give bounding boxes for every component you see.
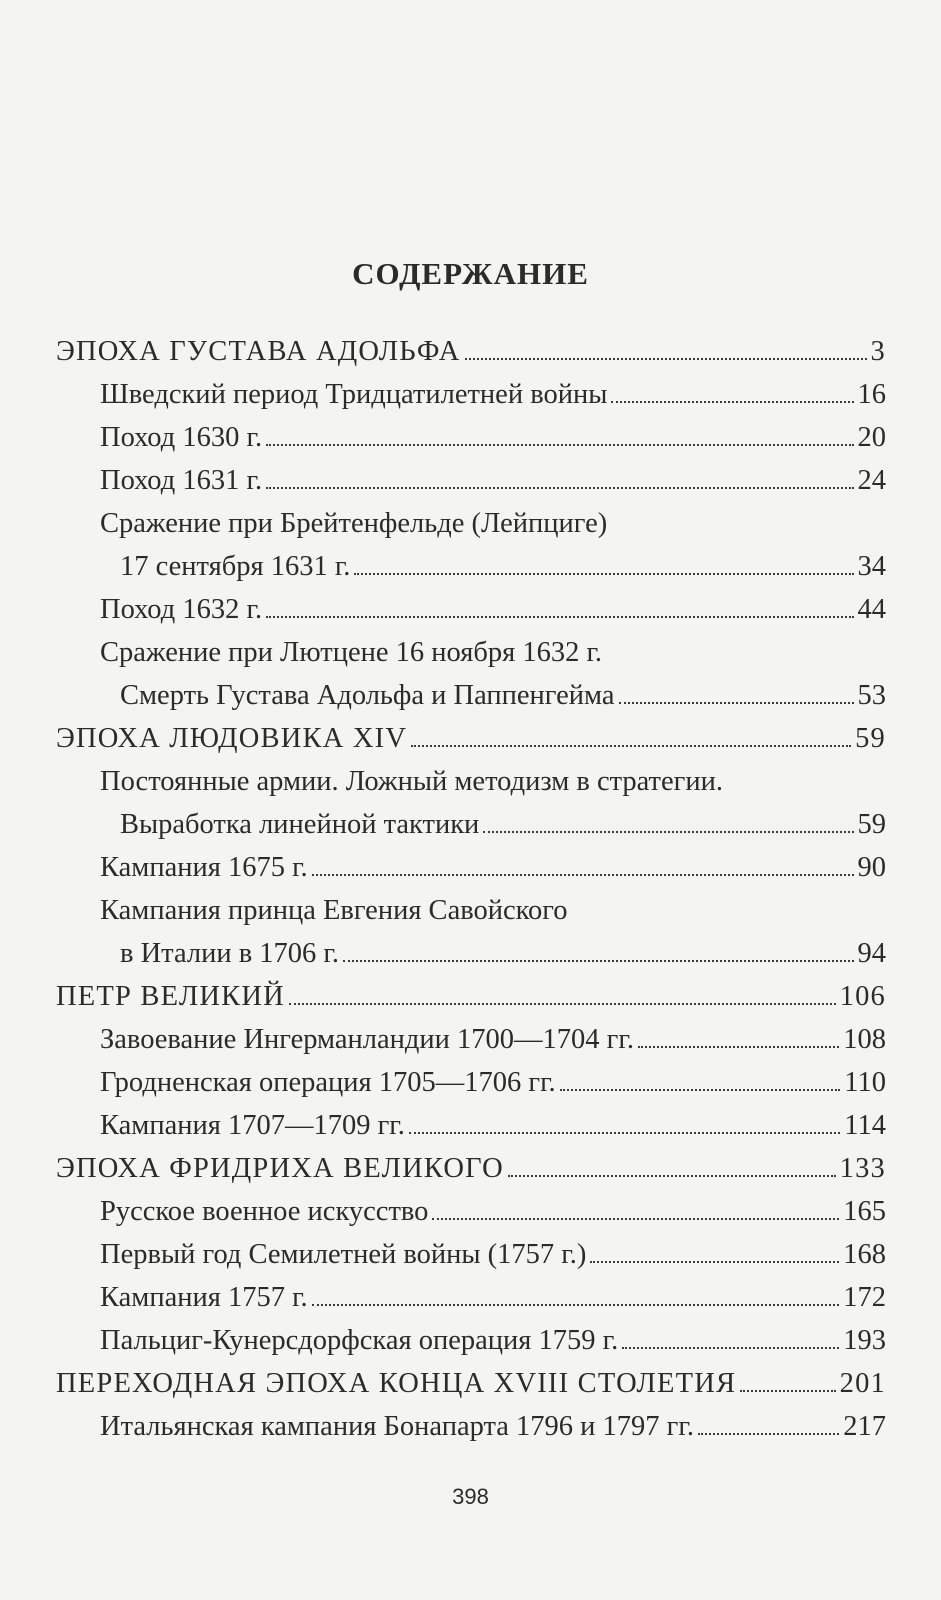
toc-entry-page: 201 [839,1368,886,1399]
dot-leader [432,1218,839,1220]
toc-entry-row [100,1319,886,1362]
toc-entry-row [100,1104,886,1147]
dot-leader [266,616,853,618]
toc-subsection [56,1276,886,1319]
toc-subsection [56,631,886,717]
toc-entry-row [100,1061,886,1104]
toc-subsection [56,459,886,502]
toc-entry-title: ПЕТР ВЕЛИКИЙ [56,981,285,1012]
toc-entry-row [100,1190,886,1233]
dot-leader [483,831,853,833]
toc-entry-row [100,846,886,889]
toc-entry-row [100,1233,886,1276]
dot-leader [611,401,853,403]
toc-entry-page: 44 [857,594,886,625]
toc-entry-page: 114 [844,1110,886,1141]
toc-subsection [56,1405,886,1448]
dot-leader [343,960,853,962]
page-number: 398 [452,1484,489,1509]
toc-subsection [56,588,886,631]
toc-entry-title: Кампания 1707—1709 гг. [100,1110,405,1141]
toc-entry-page: 90 [857,852,886,883]
toc-entry-title-line: Сражение при Лютцене 16 ноября 1632 г. [100,637,603,668]
toc-entry-title: Кампания 1757 г. [100,1282,308,1313]
toc-entry-title: Выработка линейной тактики [120,809,480,840]
toc-entry-row [100,1405,886,1448]
toc-entry-page: 108 [843,1024,886,1055]
toc-entry-page: 110 [844,1067,886,1098]
toc-subsection [56,1233,886,1276]
toc-entry-page: 53 [857,680,886,711]
toc-entry-row [100,674,886,717]
toc-entry-title: Пальциг-Кунерсдорфская операция 1759 г. [100,1325,619,1356]
toc-subsection [56,1061,886,1104]
toc-entry-title-line: Постоянные армии. Ложный методизм в стратегии. [100,766,723,797]
dot-leader [622,1347,839,1349]
toc-entry-page: 34 [857,551,886,582]
toc-entry-page: 193 [843,1325,886,1356]
toc-entry-row [100,1018,886,1061]
dot-leader [698,1433,839,1435]
dot-leader [560,1089,841,1091]
toc-entry-row [100,588,886,631]
toc-entry-row [56,717,886,760]
toc-entry-page: 59 [855,723,886,754]
toc-subsection [56,1018,886,1061]
toc-entry-page: 133 [839,1153,886,1184]
toc-entry-title: Гродненская операция 1705—1706 гг. [100,1067,556,1098]
toc-entry-title: Завоевание Ингерманландии 1700—1704 гг. [100,1024,634,1055]
dot-leader [590,1261,839,1263]
toc-subsection [56,1190,886,1233]
toc-subsection [56,760,886,846]
toc-entry-page: 172 [843,1282,886,1313]
toc-entry-page: 217 [843,1411,886,1442]
toc-entry-title: ЭПОХА ЛЮДОВИКА XIV [56,723,408,754]
toc-entry-title: в Италии в 1706 г. [120,938,340,969]
dot-leader [312,1304,840,1306]
toc-subsection [56,889,886,975]
toc-entry-row [56,975,886,1018]
toc-entry-row [56,330,886,373]
dot-leader [619,702,854,704]
toc-entry-title: ПЕРЕХОДНАЯ ЭПОХА КОНЦА XVIII СТОЛЕТИЯ [56,1368,737,1399]
toc-entry-title: Первый год Семилетней войны (1757 г.) [100,1239,587,1270]
dot-leader [266,444,853,446]
toc-entry-title: 17 сентября 1631 г. [120,551,351,582]
table-of-contents [56,330,886,1448]
toc-entry-row [56,1362,886,1405]
toc-entry-title: Кампания 1675 г. [100,852,308,883]
toc-subsection [56,373,886,416]
dot-leader [409,1132,840,1134]
toc-entry-title: Смерть Густава Адольфа и Паппенгейма [120,680,615,711]
toc-subsection [56,502,886,588]
dot-leader [312,874,854,876]
toc-section [56,1362,886,1405]
toc-section [56,717,886,760]
toc-entry-page: 165 [843,1196,886,1227]
contents-title: СОДЕРЖАНИЕ [352,256,589,291]
toc-entry-title: Поход 1631 г. [100,465,263,496]
toc-subsection [56,846,886,889]
toc-entry-page: 24 [857,465,886,496]
toc-entry-row [100,1276,886,1319]
dot-leader [465,358,867,360]
dot-leader [508,1175,836,1177]
dot-leader [638,1046,839,1048]
toc-section [56,1147,886,1190]
toc-subsection [56,1319,886,1362]
toc-entry-row [100,373,886,416]
toc-entry-title: Поход 1632 г. [100,594,263,625]
toc-entry-row [100,416,886,459]
toc-entry-title: Русское военное искусство [100,1196,429,1227]
dot-leader [289,1003,836,1005]
toc-entry-title: Итальянская кампания Бонапарта 1796 и 1797 гг. [100,1411,694,1442]
toc-entry-page: 94 [857,938,886,969]
toc-entry-row [56,1147,886,1190]
toc-entry-row [100,932,886,975]
toc-entry-row [100,545,886,588]
toc-entry-page: 106 [839,981,886,1012]
toc-entry-page: 168 [843,1239,886,1270]
toc-section [56,975,886,1018]
dot-leader [354,573,853,575]
toc-entry-title-line: Кампания принца Евгения Савойского [100,895,568,926]
toc-entry-title: ЭПОХА ГУСТАВА АДОЛЬФА [56,336,461,367]
toc-entry-row [100,803,886,846]
toc-subsection [56,1104,886,1147]
toc-entry-title: Шведский период Тридцатилетней войны [100,379,608,410]
toc-entry-page: 20 [857,422,886,453]
dot-leader [266,487,853,489]
dot-leader [411,745,851,747]
toc-subsection [56,416,886,459]
toc-section [56,330,886,373]
dot-leader [740,1390,835,1392]
toc-entry-page: 16 [857,379,886,410]
toc-entry-row [100,459,886,502]
toc-entry-title: Поход 1630 г. [100,422,263,453]
toc-entry-title: ЭПОХА ФРИДРИХА ВЕЛИКОГО [56,1153,504,1184]
toc-entry-page: 59 [857,809,886,840]
toc-entry-page: 3 [870,336,886,367]
toc-entry-title-line: Сражение при Брейтенфельде (Лейпциге) [100,508,608,539]
